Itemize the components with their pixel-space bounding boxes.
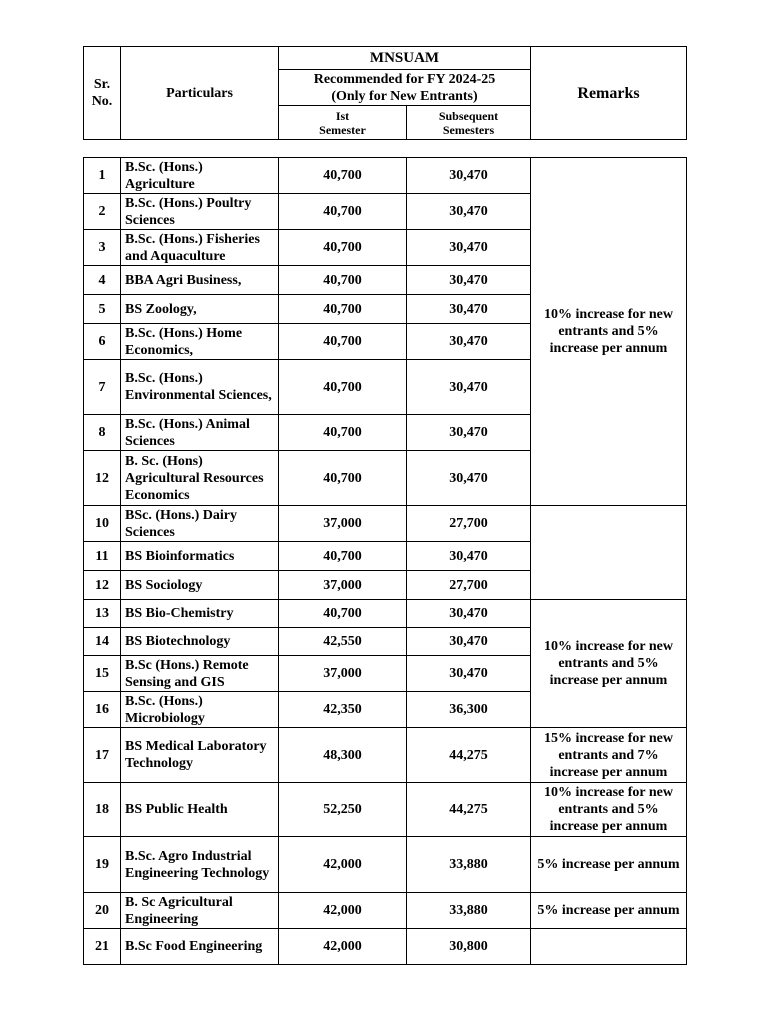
first-semester-cell: 40,700 — [279, 266, 407, 295]
subsequent-cell: 30,470 — [407, 542, 531, 571]
subsequent-cell: 27,700 — [407, 506, 531, 542]
sr-cell: 19 — [84, 837, 121, 893]
particulars-cell: B.Sc. (Hons.) Agriculture — [121, 158, 279, 194]
table-row — [84, 600, 687, 628]
subsequent-cell: 27,700 — [407, 571, 531, 600]
subsequent-cell: 33,880 — [407, 837, 531, 893]
particulars-cell: BS Sociology — [121, 571, 279, 600]
sr-cell: 7 — [84, 360, 121, 415]
subsequent-cell: 30,470 — [407, 295, 531, 324]
sr-cell: 13 — [84, 600, 121, 628]
sr-cell: 21 — [84, 929, 121, 965]
sr-cell: 16 — [84, 692, 121, 728]
particulars-cell: BS Public Health — [121, 783, 279, 837]
remarks-cell: 5% increase per annum — [531, 893, 687, 929]
particulars-cell: BS Zoology, — [121, 295, 279, 324]
subsequent-cell: 30,470 — [407, 600, 531, 628]
first-semester-cell: 40,700 — [279, 158, 407, 194]
subsequent-cell: 30,470 — [407, 656, 531, 692]
first-semester-cell: 42,000 — [279, 837, 407, 893]
first-semester-cell: 37,000 — [279, 656, 407, 692]
remarks-cell: 5% increase per annum — [531, 837, 687, 893]
subsequent-cell: 36,300 — [407, 692, 531, 728]
table-row — [84, 929, 687, 965]
sr-cell: 20 — [84, 893, 121, 929]
table-row — [84, 506, 687, 542]
subsequent-semesters-header — [407, 106, 531, 140]
header-table — [83, 46, 687, 140]
first-semester-cell: 40,700 — [279, 600, 407, 628]
first-semester-cell: 37,000 — [279, 571, 407, 600]
sr-cell: 17 — [84, 728, 121, 783]
subsequent-cell: 30,470 — [407, 324, 531, 360]
sr-cell: 3 — [84, 230, 121, 266]
table-row — [84, 837, 687, 893]
first-semester-cell: 40,700 — [279, 230, 407, 266]
first-semester-header — [279, 106, 407, 140]
particulars-cell: BS Medical Laboratory Technology — [121, 728, 279, 783]
table-row — [84, 893, 687, 929]
particulars-cell: B.Sc. (Hons.) Microbiology — [121, 692, 279, 728]
particulars-cell: B.Sc. (Hons.) Home Economics, — [121, 324, 279, 360]
remarks-cell: 10% increase for new entrants and 5% increase per annum — [531, 158, 687, 506]
first-semester-cell: 37,000 — [279, 506, 407, 542]
sr-cell: 4 — [84, 266, 121, 295]
recommended-header — [279, 70, 531, 106]
org-header: MNSUAM — [279, 47, 531, 70]
remarks-cell: 10% increase for new entrants and 5% increase per annum — [531, 600, 687, 728]
sr-cell: 2 — [84, 194, 121, 230]
remarks-cell: 10% increase for new entrants and 5% increase per annum — [531, 783, 687, 837]
first-semester-cell: 40,700 — [279, 360, 407, 415]
particulars-cell: BBA Agri Business, — [121, 266, 279, 295]
subsequent-cell: 30,470 — [407, 266, 531, 295]
sr-cell: 6 — [84, 324, 121, 360]
particulars-header: Particulars — [121, 47, 279, 140]
sr-cell: 8 — [84, 415, 121, 451]
recommended-line2: (Only for New Entrants) — [331, 88, 478, 104]
subsequent-cell: 30,470 — [407, 230, 531, 266]
particulars-cell: B. Sc. (Hons) Agricultural Resources Economics — [121, 451, 279, 506]
subsequent-cell: 33,880 — [407, 893, 531, 929]
particulars-cell: B.Sc (Hons.) Remote Sensing and GIS — [121, 656, 279, 692]
subsequent-cell: 44,275 — [407, 728, 531, 783]
particulars-cell: BS Biotechnology — [121, 628, 279, 656]
sr-cell: 18 — [84, 783, 121, 837]
subsequent-cell: 30,470 — [407, 451, 531, 506]
table-row — [84, 728, 687, 783]
no-header-text: No. — [91, 94, 113, 109]
recommended-line1: Recommended for FY 2024-25 — [313, 71, 496, 87]
sr-header-text: Sr. — [93, 77, 111, 92]
first-semester-cell: 42,000 — [279, 929, 407, 965]
sr-cell: 5 — [84, 295, 121, 324]
remarks-cell — [531, 506, 687, 600]
subsequent-cell: 30,800 — [407, 929, 531, 965]
subsequent-cell: 44,275 — [407, 783, 531, 837]
first-semester-cell: 40,700 — [279, 542, 407, 571]
remarks-cell: 15% increase for new entrants and 7% increase per annum — [531, 728, 687, 783]
particulars-cell: B.Sc. Agro Industrial Engineering Technology — [121, 837, 279, 893]
particulars-cell: B.Sc. (Hons.) Animal Sciences — [121, 415, 279, 451]
remarks-cell — [531, 929, 687, 965]
first-semester-cell: 40,700 — [279, 295, 407, 324]
fee-table — [83, 157, 687, 965]
sr-cell: 11 — [84, 542, 121, 571]
particulars-cell: BS Bioinformatics — [121, 542, 279, 571]
first-semester-cell: 48,300 — [279, 728, 407, 783]
subsequent-cell: 30,470 — [407, 628, 531, 656]
particulars-cell: B.Sc. (Hons.) Environmental Sciences, — [121, 360, 279, 415]
sr-cell: 1 — [84, 158, 121, 194]
sr-cell: 12 — [84, 451, 121, 506]
sr-cell: 10 — [84, 506, 121, 542]
sr-no-header — [84, 47, 121, 140]
first-semester-cell: 52,250 — [279, 783, 407, 837]
subsequent-cell: 30,470 — [407, 360, 531, 415]
subsequent-line1: Subsequent — [438, 108, 499, 123]
particulars-cell: B.Sc. (Hons.) Fisheries and Aquaculture — [121, 230, 279, 266]
particulars-cell: B. Sc Agricultural Engineering — [121, 893, 279, 929]
subsequent-cell: 30,470 — [407, 194, 531, 230]
particulars-cell: B.Sc. (Hons.) Poultry Sciences — [121, 194, 279, 230]
particulars-cell: BSc. (Hons.) Dairy Sciences — [121, 506, 279, 542]
first-sem-line1: Ist — [335, 108, 350, 123]
first-sem-line2: Semester — [319, 122, 366, 137]
sr-cell: 14 — [84, 628, 121, 656]
subsequent-cell: 30,470 — [407, 158, 531, 194]
table-row — [84, 783, 687, 837]
remarks-header: Remarks — [531, 47, 687, 140]
first-semester-cell: 42,000 — [279, 893, 407, 929]
particulars-cell: B.Sc Food Engineering — [121, 929, 279, 965]
sr-cell: 15 — [84, 656, 121, 692]
first-semester-cell: 40,700 — [279, 194, 407, 230]
first-semester-cell: 40,700 — [279, 415, 407, 451]
subsequent-line2: Semesters — [442, 122, 495, 137]
first-semester-cell: 40,700 — [279, 324, 407, 360]
sr-cell: 12 — [84, 571, 121, 600]
first-semester-cell: 42,350 — [279, 692, 407, 728]
table-row — [84, 158, 687, 194]
subsequent-cell: 30,470 — [407, 415, 531, 451]
first-semester-cell: 40,700 — [279, 451, 407, 506]
first-semester-cell: 42,550 — [279, 628, 407, 656]
particulars-cell: BS Bio-Chemistry — [121, 600, 279, 628]
